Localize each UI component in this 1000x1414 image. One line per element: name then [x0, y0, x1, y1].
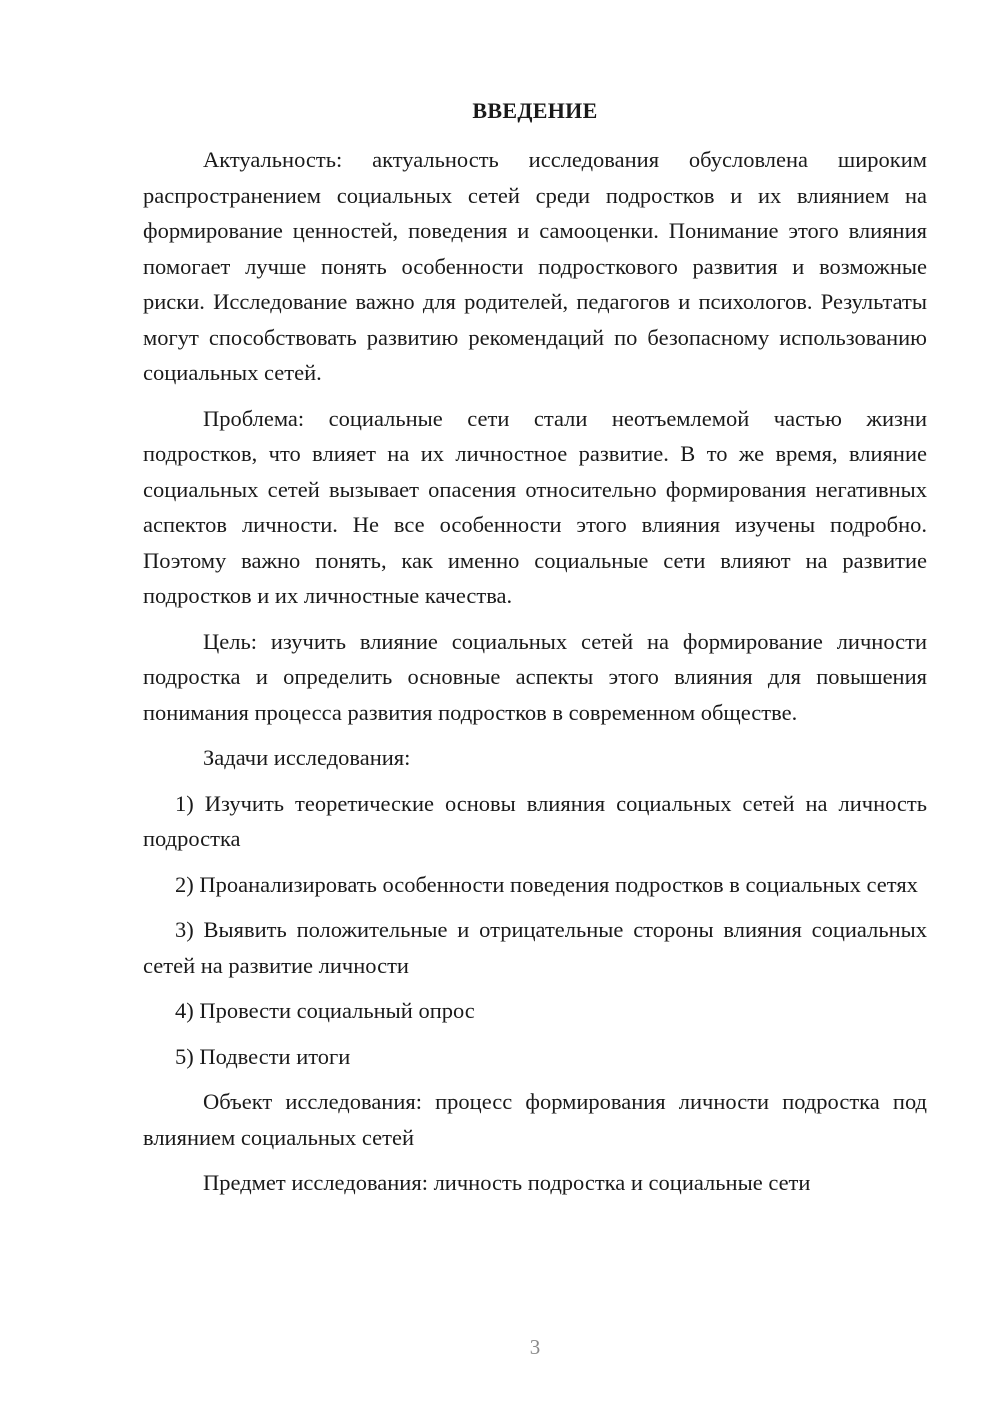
- section-title: ВВЕДЕНИЕ: [472, 98, 598, 123]
- paragraph-subject: Предмет исследования: личность подростка и социальные сети: [203, 1170, 811, 1195]
- paragraph-goal: Цель: изучить влияние социальных сетей на формирование личности подростка и определить основные аспекты этого влияния для повышения понимания процесса развития подростков в современном обществе.: [143, 628, 927, 725]
- page-number: 3: [529, 1335, 541, 1359]
- paragraph-object: Объект исследования: процесс формирования личности подростка под влиянием социальных сетей: [143, 1089, 927, 1150]
- task-item-3: 3) Выявить положительные и отрицательные стороны влияния социальных сетей на развитие личности: [143, 917, 927, 978]
- task-item-1: 1) Изучить теоретические основы влияния социальных сетей на личность подростка: [143, 790, 927, 851]
- document-page: [143, 0, 927, 1414]
- task-item-2: 2) Проанализировать особенности поведения подростков в социальных сетях: [175, 871, 918, 897]
- task-item-4: 4) Провести социальный опрос: [175, 998, 475, 1023]
- task-item-5: 5) Подвести итоги: [175, 1043, 351, 1069]
- paragraph-relevance: Актуальность: актуальность исследования обусловлена широким распространением социальных сетей среди подростков и их влиянием на формирование ценностей, поведения и самооценки. Понимание этого влияния помогает лучше понять особенности подросткового развития и возможные риски. Исследование важно для родителей, педагогов и психологов. Результаты могут способствовать развитию рекомендаций по безопасному использованию социальных сетей.: [143, 147, 927, 385]
- paragraph-problem: Проблема: социальные сети стали неотъемлемой частью жизни подростков, что влияет на их личностное развитие. В то же время, влияние социальных сетей вызывает опасения относительно формирования негативных аспектов личности. Не все особенности этого влияния изучены подробно. Поэтому важно понять, как именно социальные сети влияют на развитие подростков и их личностные качества.: [143, 405, 927, 608]
- body-text: [143, 142, 927, 1211]
- paragraph-tasks-heading: Задачи исследования:: [203, 745, 411, 770]
